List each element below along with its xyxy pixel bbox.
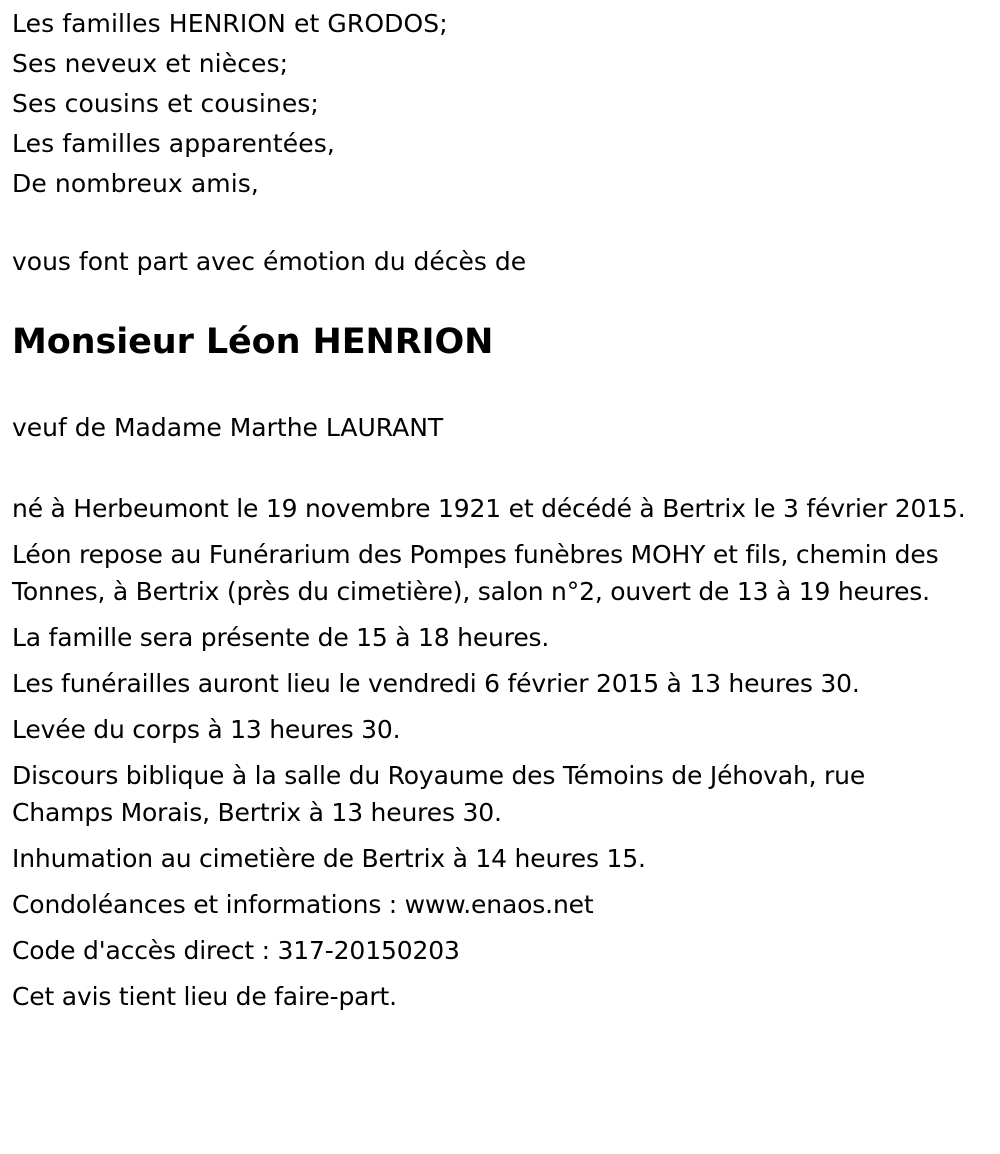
condolences-paragraph: Condoléances et informations : www.enaos.net [12, 890, 594, 919]
funeral-time-paragraph: Les funérailles auront lieu le vendredi 6 février 2015 à 13 heures 30. [12, 669, 860, 698]
announcement-lead-in: vous font part avec émotion du décès de [12, 247, 527, 276]
list-item: Les familles HENRION et GRODOS; [12, 9, 448, 38]
biblical-discourse-paragraph: Discours biblique à la salle du Royaume des Témoins de Jéhovah, rue Champs Morais, Bertrix à 13 heures 30. [12, 761, 866, 827]
relatives-list [12, 4, 970, 204]
body-removal-paragraph: Levée du corps à 13 heures 30. [12, 715, 401, 744]
burial-paragraph: Inhumation au cimetière de Bertrix à 14 heures 15. [12, 844, 646, 873]
repose-location-paragraph: Léon repose au Funérarium des Pompes funèbres MOHY et fils, chemin des Tonnes, à Bertrix (près du cimetière), salon n°2, ouvert de 13 à 19 heures. [12, 540, 939, 606]
access-code-paragraph: Code d'accès direct : 317-20150203 [12, 936, 460, 965]
family-presence-paragraph: La famille sera présente de 15 à 18 heures. [12, 623, 550, 652]
list-item: Ses neveux et nièces; [12, 49, 289, 78]
deceased-name-heading: Monsieur Léon HENRION [12, 322, 494, 362]
list-item: De nombreux amis, [12, 169, 259, 198]
birth-death-paragraph: né à Herbeumont le 19 novembre 1921 et décédé à Bertrix le 3 février 2015. [12, 494, 966, 523]
list-item: Ses cousins et cousines; [12, 89, 319, 118]
closing-paragraph: Cet avis tient lieu de faire-part. [12, 982, 397, 1011]
list-item: Les familles apparentées, [12, 129, 335, 158]
details-section [12, 490, 970, 1015]
spouse-line: veuf de Madame Marthe LAURANT [12, 413, 444, 442]
